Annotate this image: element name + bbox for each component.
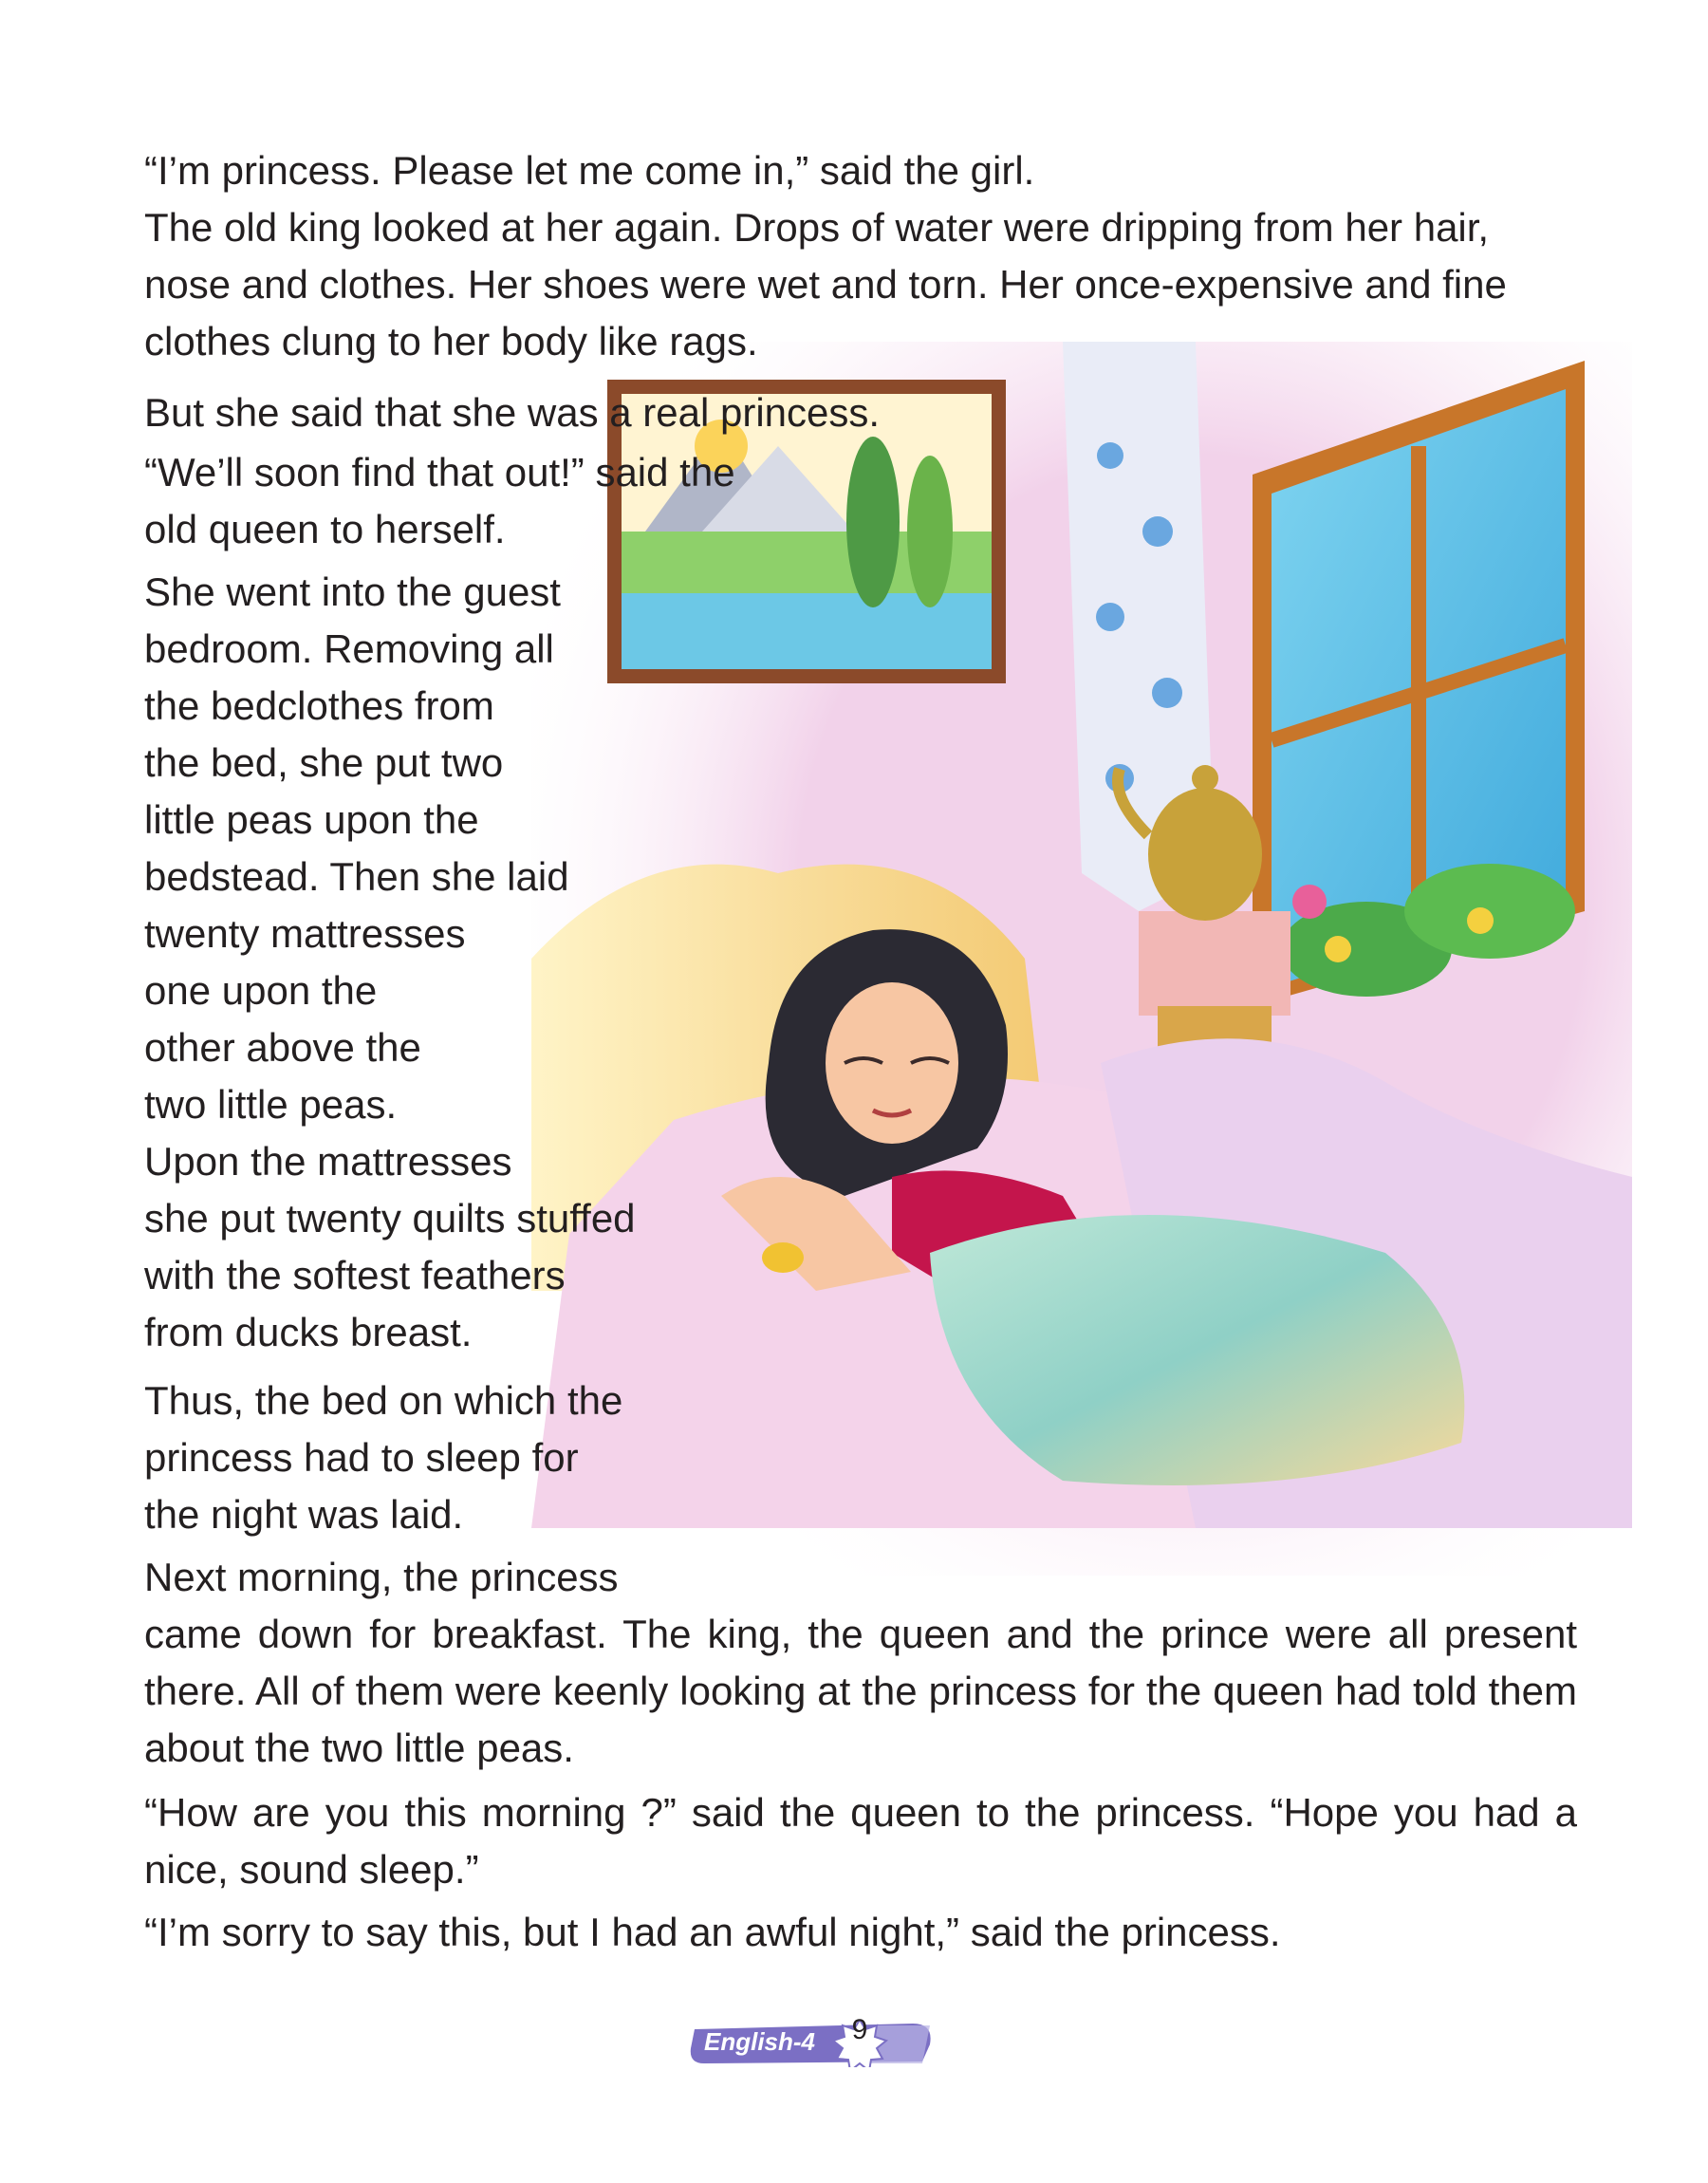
paragraph-5-line: bedstead. Then she laid [144, 854, 569, 899]
paragraph-5-line: one upon the [144, 968, 378, 1013]
paragraph-5-line: from ducks breast. [144, 1310, 473, 1354]
paragraph-9: “I’m sorry to say this, but I had an awful night,” said the princess. [144, 1910, 1281, 1954]
paragraph-8: “How are you this morning ?” said the queen to the princess. “Hope you had a nice, sound sleep.” [144, 1790, 1577, 1892]
paragraph-1: “I’m princess. Please let me come in,” said the girl. [144, 148, 1035, 193]
paragraph-5-line: the bed, she put two [144, 740, 504, 785]
paragraph-5-line: the bedclothes from [144, 683, 494, 728]
paragraph-7: came down for breakfast. The king, the queen and the prince were all present there. All of them were keenly looking at the princess for the queen had told them about the two little peas. [144, 1612, 1577, 1770]
page-number: 9 [851, 2014, 868, 2045]
paragraph-5-line: she put twenty quilts stuffed [144, 1196, 636, 1241]
paragraph-7-first-line: Next morning, the princess [144, 1555, 619, 1599]
paragraph-5-line: twenty mattresses [144, 911, 466, 956]
paragraph-6-line: Thus, the bed on which the [144, 1378, 623, 1423]
paragraph-5-line: two little peas. [144, 1082, 398, 1127]
paragraph-6-line: princess had to sleep for [144, 1435, 579, 1480]
paragraph-4-line: old queen to herself. [144, 507, 506, 551]
paragraph-5-line: Upon the mattresses [144, 1139, 512, 1184]
paragraph-6-line: the night was laid. [144, 1492, 464, 1537]
paragraph-5-line: other above the [144, 1025, 421, 1070]
paragraph-3: But she said that she was a real princess. [144, 390, 881, 435]
footer-book-title: English-4 [704, 2027, 816, 2056]
paragraph-5 [144, 564, 636, 1361]
paragraph-5-line: with the softest feathers [144, 1253, 566, 1297]
paragraph-4-line: “We’ll soon find that out!” said the [144, 450, 735, 494]
paragraph-5-line: bedroom. Removing all [144, 626, 554, 671]
paragraph-5-line: little peas upon the [144, 797, 479, 842]
paragraph-5-line: She went into the guest [144, 569, 561, 614]
paragraph-6 [144, 1372, 622, 1543]
paragraph-4 [144, 444, 735, 558]
paragraph-2: The old king looked at her again. Drops of water were dripping from her hair, nose and clothes. Her shoes were wet and torn. Her once-expensive and fine clothes clung to her body like rags. [144, 205, 1507, 364]
window [1253, 361, 1585, 1006]
